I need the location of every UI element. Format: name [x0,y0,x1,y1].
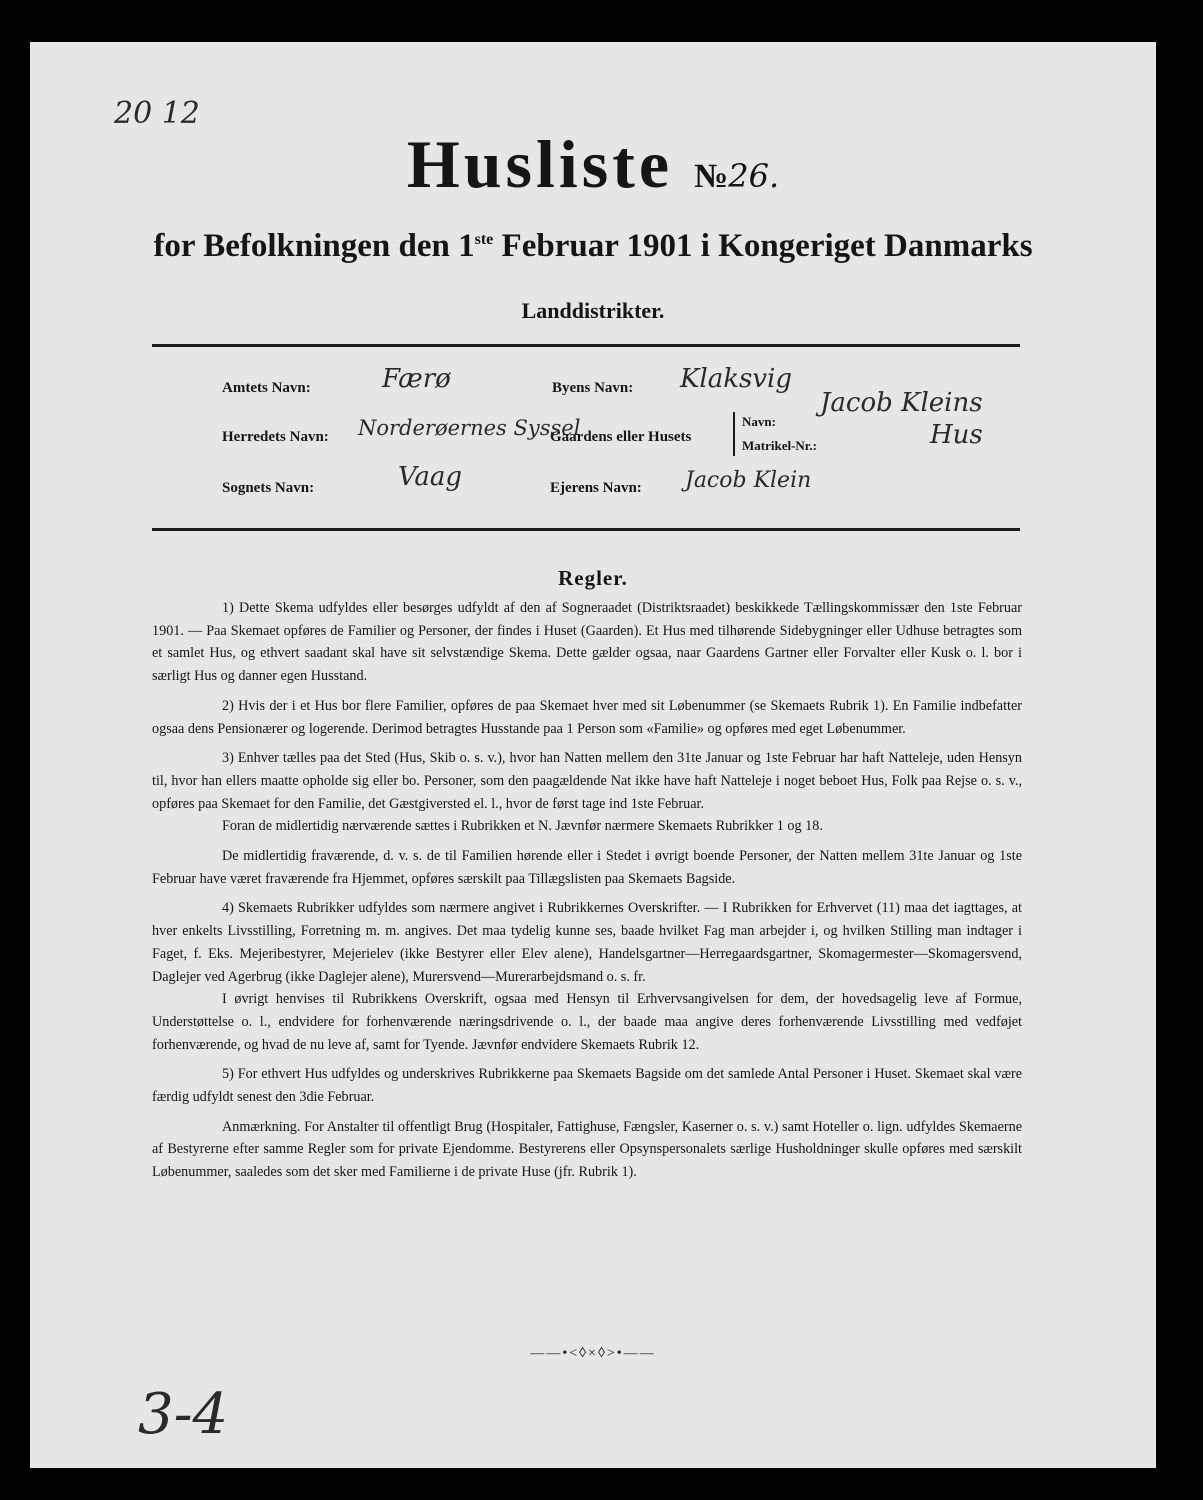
amt-value: Færø [382,364,451,394]
amt-label: Amtets Navn: [222,380,311,396]
page-range-note: 3-4 [138,1382,229,1447]
rule-paragraph: 1) Dette Skema udfyldes eller besørges udfyldt af den af Sogneraadet (Distriktsraadet) beskikkede Tællingskommissær den 1ste Februar 1901. — Paa Skemaet opføres de Familier og Personer, der findes i Huset (Gaarden). Et Hus med tilhørende Sidebygninger eller Udhuse betragtes som et samlet Hus, og ethvert saadant skal have sit selvstændige Skema. Dette gælder ogsaa, naar Gaardens Gartner eller Forvalter eller Kusk o. l. bor i særligt Hus og danner egen Husstand. [152,600,1022,685]
list-number: 26. [728,157,780,195]
ejer-value: Jacob Klein [685,468,812,493]
matrikel-label: Matrikel-Nr.: [742,438,817,453]
top-divider [152,344,1020,347]
subtitle-pre: for Befolkningen den 1 [153,228,475,264]
herred-label: Herredets Navn: [222,429,329,445]
ejer-label: Ejerens Navn: [550,480,642,496]
rule-paragraph: 3) Enhver tælles paa det Sted (Hus, Skib o. s. v.), hvor han Natten mellem den 31te Januar og 1ste Februar har haft Natteleje, uden Hensyn til, hvor han ellers maatte opholde sig eller bo. Personer, som den paagældende Nat ikke have haft Natteleje i noget beboet Hus, Folk paa Rejse o. s. v., opføres paa Skemaet for den Familie, det Gæstgiversted el. l., hvor de først tage ind 1ste Februar. [152,750,1022,812]
number-label: № [694,158,729,195]
herred-value: Norderøernes Syssel [358,416,581,440]
ornament-divider: ——•<◊×◊>•—— [530,1346,656,1361]
archive-number: 20 12 [114,96,200,131]
gaard-label: Gaardens eller Husets [550,429,692,445]
regler-heading: Regler. [558,566,628,590]
sogn-label: Sognets Navn: [222,480,315,496]
rule-paragraph: 4) Skemaets Rubrikker udfyldes som nærmere angivet i Rubrikkernes Overskrifter. — I Rubrikken for Erhvervet (11) maa det iagttages, at hver enkelts Livsstilling, Forretning m. m. angives. Det maa tydelig kunne ses, baade hvilket Fag man arbejder i, og hvilken Stilling man indtager i Faget, f. Eks. Mejeribestyrer, Mejerielev (ikke Bestyrer eller Elev alene), Handelsgartner—Herregaardsgartner, Skomagermester—Skomagersvend, Daglejer ved Agerbrug (ikke Daglejer alene), Murersvend—Murerarbejdsmand o. s. fr. [152,900,1022,985]
district-heading: Landdistrikter. [521,298,665,323]
rule-paragraph: 5) For ethvert Hus udfyldes og underskrives Rubrikkerne paa Skemaets Bagside om det samlede Antal Personer i Huset. Skemaet skal være færdig udfyldt senest den 3die Februar. [152,1066,1022,1106]
form-title [30,126,1156,202]
bracket-divider [733,412,735,456]
rule-paragraph: De midlertidig fraværende, d. v. s. de til Familien hørende eller i Stedet i øvrigt boende Personer, der Natten mellem 31te Januar og 1ste Februar have været fraværende fra Hjemmet, opføres særskilt paa Tillægslisten paa Skemaets Bagside. [152,848,1022,887]
rule-paragraph: Foran de midlertidig nærværende sættes i Rubrikken et N. Jævnfør nærmere Skemaets Rubrikker 1 og 18. [222,818,823,835]
annotation-paragraph: Anmærkning. For Anstalter til offentligt Brug (Hospitaler, Fattighuse, Fængsler, Kaserner o. s. v.) samt Hoteller o. lign. udfyldes Skemaerne af Bestyrerne efter samme Regler som for private Ejendomme. Bestyrerens eller Opsynspersonalets særlige Husholdninger skulle opføres med særskilt Løbenummer, saaledes som det sker med Familierne i de private Huse (jfr. Rubrik 1). [152,1118,1022,1181]
navn-label: Navn: [742,414,776,429]
navn-value: Jacob Kleins [820,388,983,418]
title-text: Husliste [406,126,674,202]
matrikel-value: Hus [930,420,983,450]
subtitle-sup: ste [474,231,494,248]
rule-paragraph: 2) Hvis der i et Hus bor flere Familier, opføres de paa Skemaet hver med sit Løbenummer (se Skemaets Rubrik 1). En Familie indbefatter ogsaa dens Pensionærer og logerende. Derimod betragtes Husstande paa 1 Person som «Familie» og opføres med eget Løbenummer. [152,697,1022,737]
census-form-page [30,42,1156,1468]
rule-paragraph: I øvrigt henvises til Rubrikkens Overskrift, ogsaa med Hensyn til Erhvervsangivelsen for dem, der hovedsagelig leve af Formue, Understøttelse o. l., endvidere for forhenværende næringsdrivende o. l., der baade maa angive deres forhenværende Livsstilling med vedføjet forhenværende, og hvad de nu leve af, samt for Tyende. Jævnfør endvidere Skemaets Rubrik 12. [152,991,1022,1053]
by-value: Klaksvig [680,364,792,394]
sogn-value: Vaag [398,462,463,492]
bottom-divider [152,528,1020,531]
subtitle-post: Februar 1901 i Kongeriget Danmarks [493,228,1033,264]
by-label: Byens Navn: [552,380,634,396]
rules-text [152,597,1022,1191]
form-subtitle [30,230,1156,263]
